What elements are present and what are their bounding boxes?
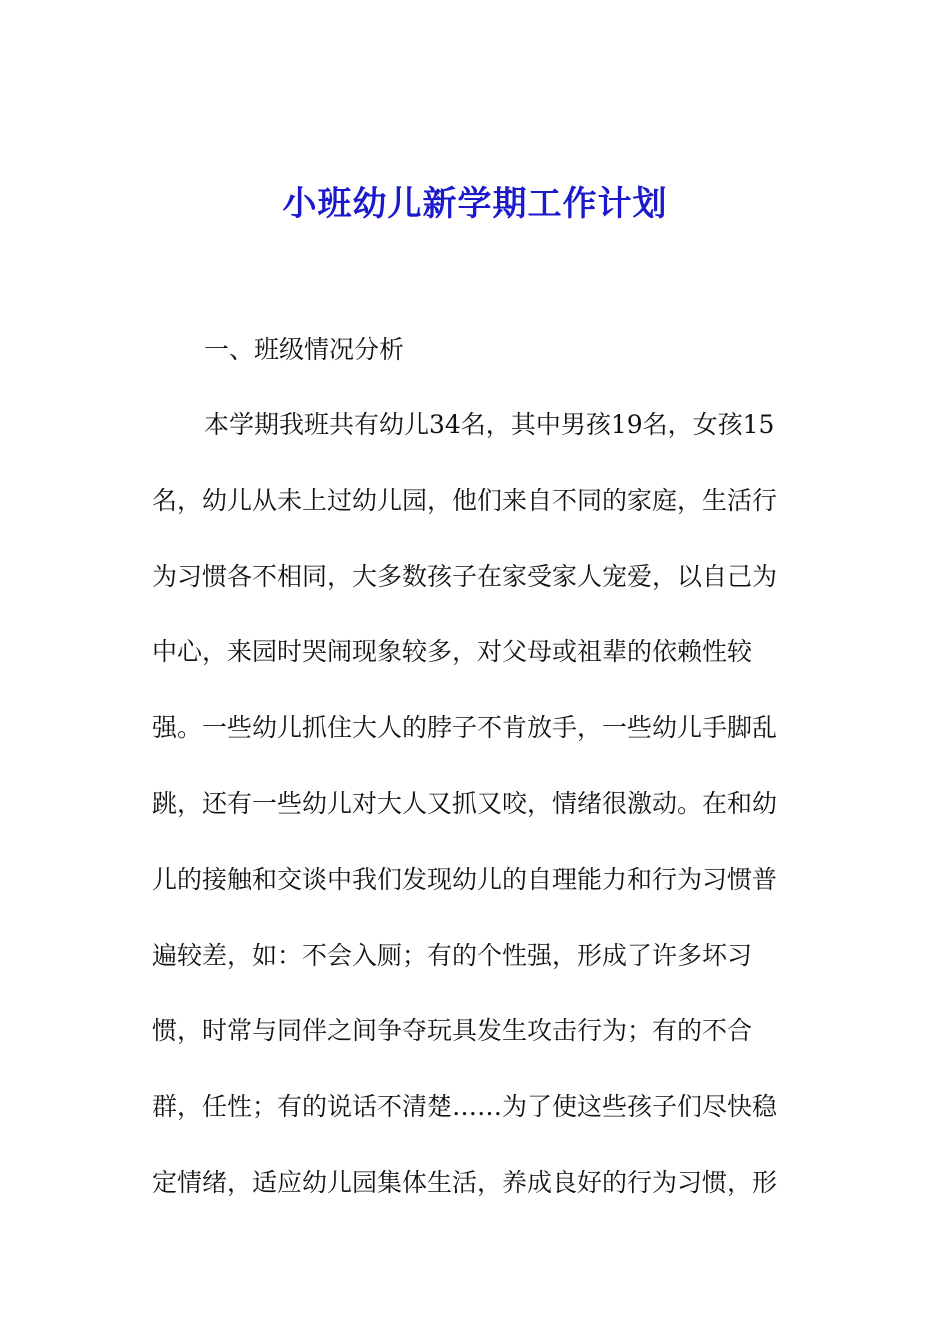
body-line: 为习惯各不相同，大多数孩子在家受家人宠爱，以自己为 (152, 561, 778, 591)
body-line: 儿的接触和交谈中我们发现幼儿的自理能力和行为习惯普 (152, 864, 778, 894)
body-line: 中心，来园时哭闹现象较多，对父母或祖辈的依赖性较 (152, 637, 753, 667)
body-line: 定情绪，适应幼儿园集体生活，养成良好的行为习惯，形 (152, 1167, 778, 1197)
body-paragraph (152, 405, 792, 1239)
body-line: 强。一些幼儿抓住大人的脖子不肯放手，一些幼儿手脚乱 (152, 713, 778, 743)
document-title: 小班幼儿新学期工作计划 (282, 184, 668, 224)
body-line: 名，幼儿从未上过幼儿园，他们来自不同的家庭，生活行 (152, 485, 778, 515)
body-line: 惯，时常与同伴之间争夺玩具发生攻击行为；有的不合 (152, 1016, 753, 1046)
section-heading: 一、班级情况分析 (204, 335, 405, 364)
body-line: 群，任性；有的说话不清楚……为了使这些孩子们尽快稳 (152, 1092, 778, 1122)
body-line: 跳，还有一些幼儿对大人又抓又咬，情绪很激动。在和幼 (152, 788, 778, 818)
body-line: 遍较差，如：不会入厕；有的个性强，形成了许多坏习 (152, 940, 753, 970)
body-line: 本学期我班共有幼儿34名，其中男孩19名，女孩15 (204, 410, 775, 439)
